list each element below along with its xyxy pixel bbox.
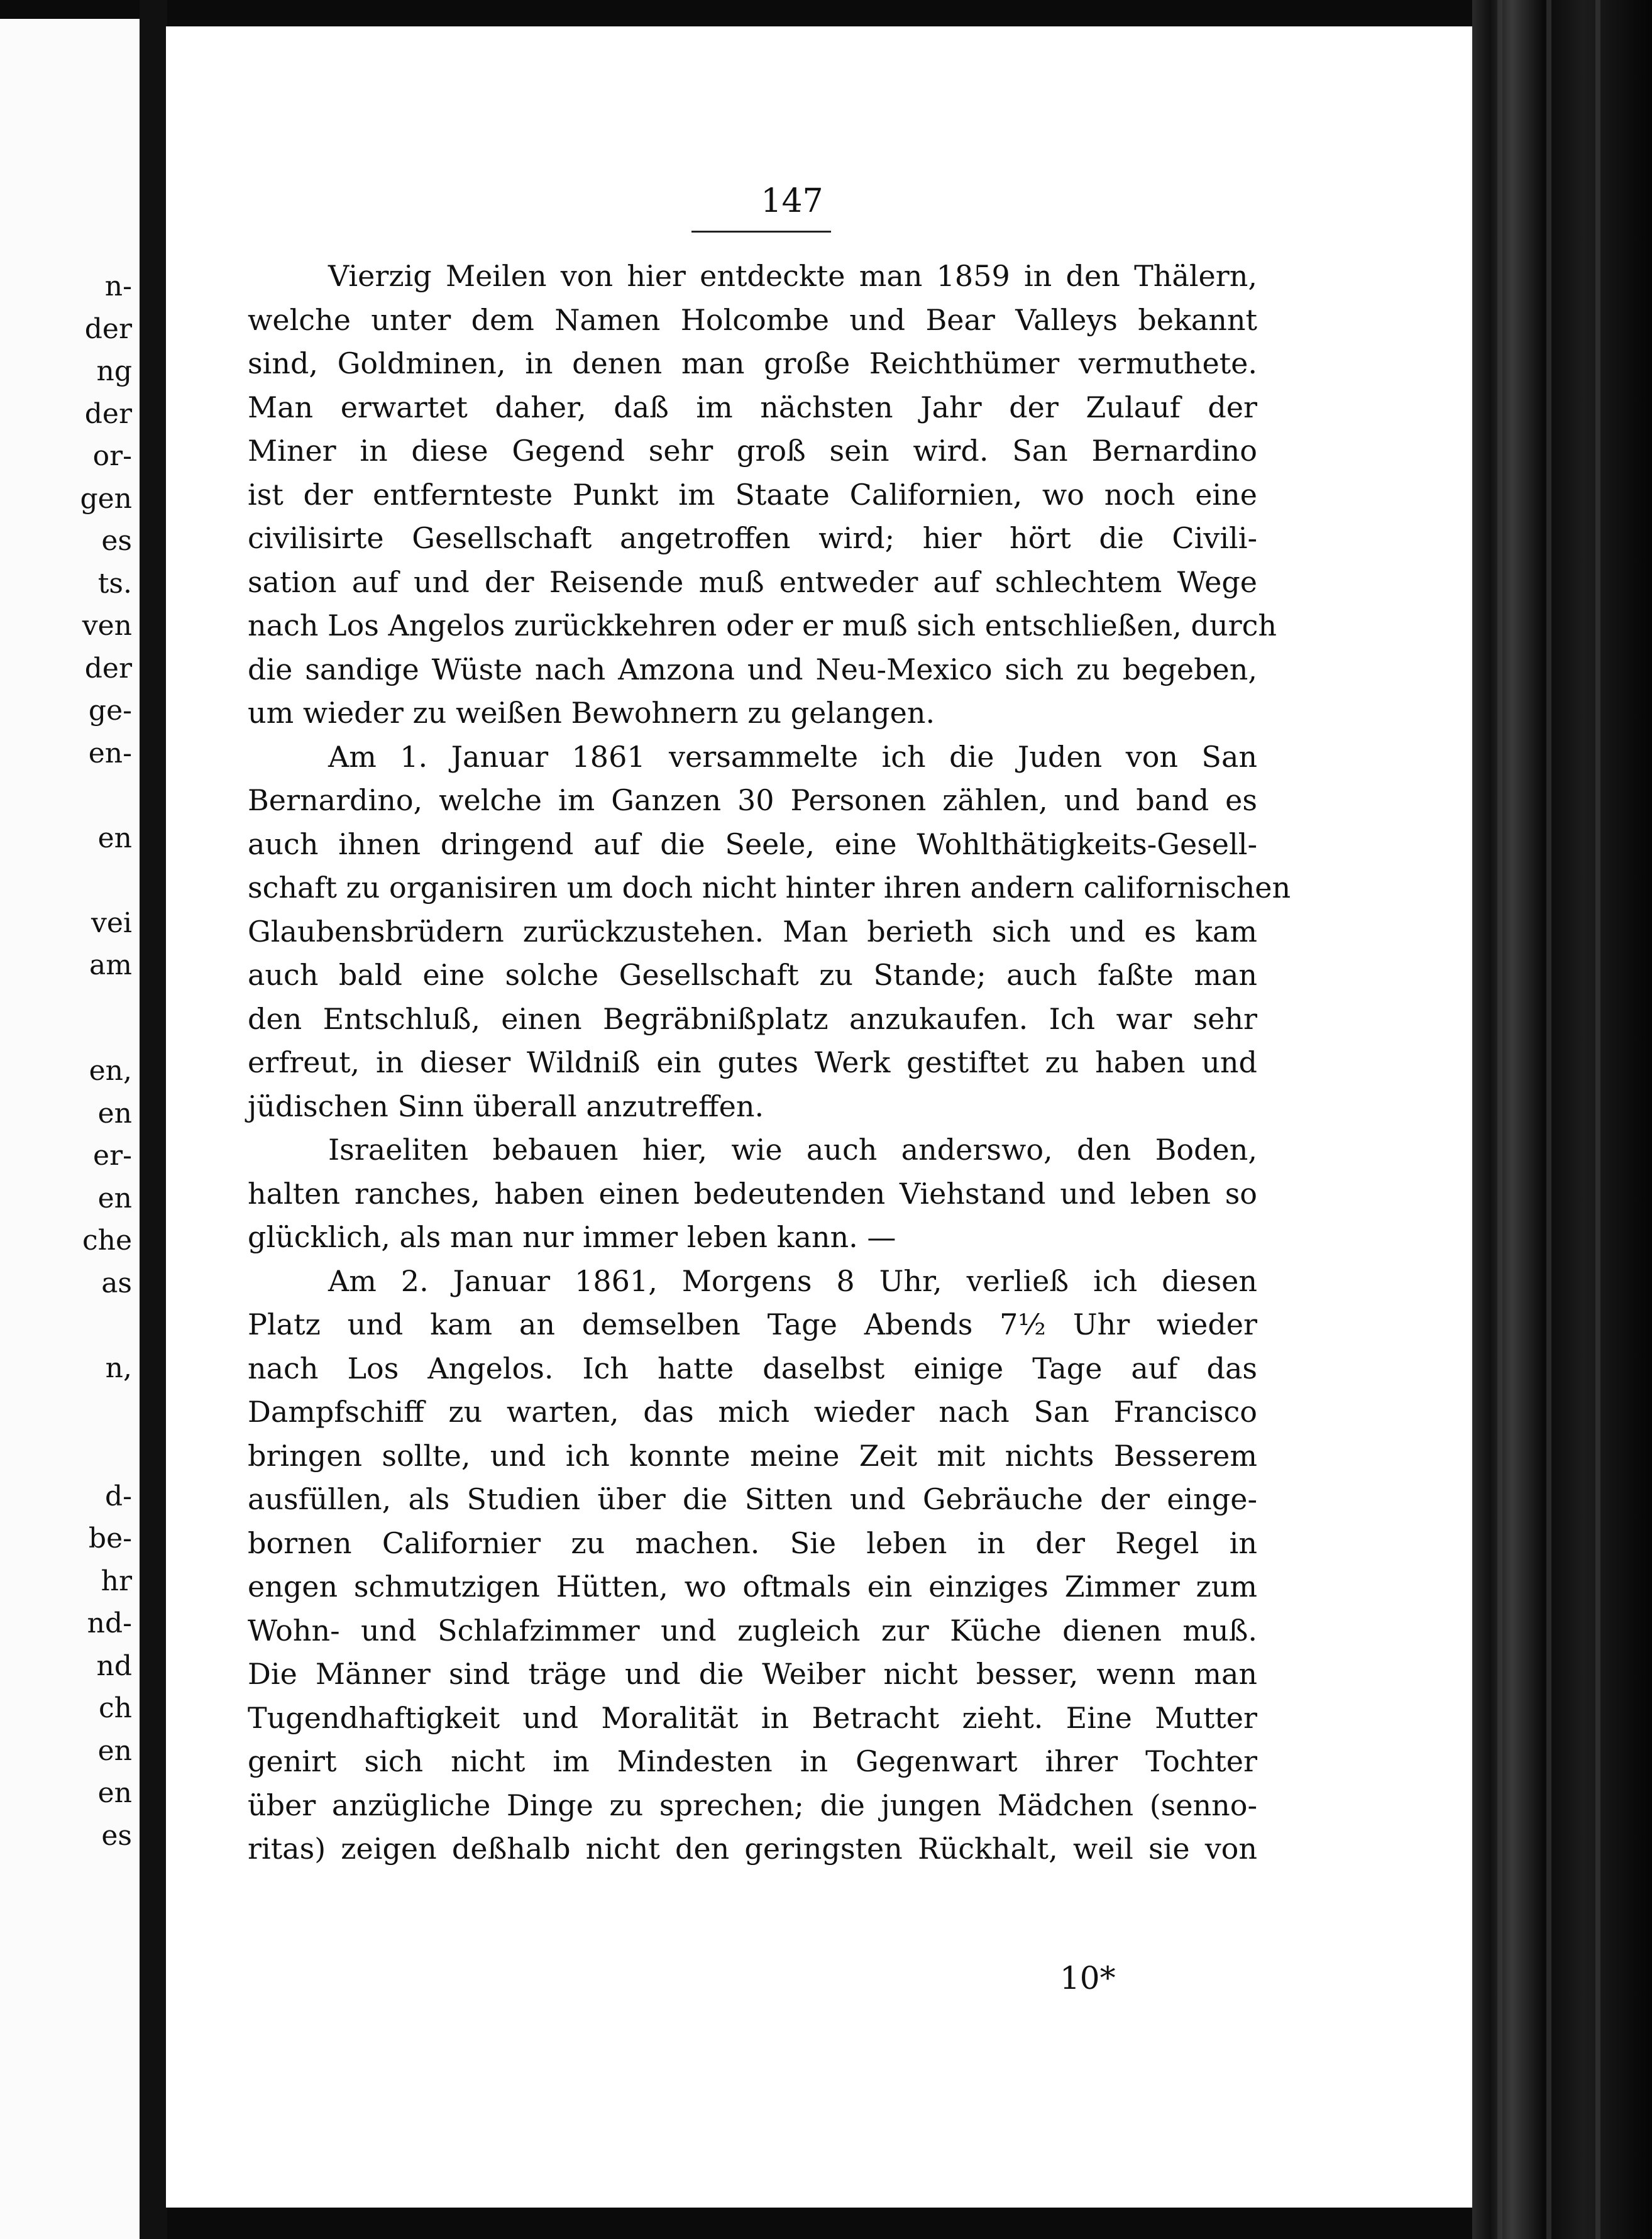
text-line: Bernardino, welche im Ganzen 30 Personen zählen, und band es [248, 783, 1257, 817]
text-line: ausfüllen, als Studien über die Sitten und Gebräuche der einge- [248, 1482, 1257, 1516]
text-line: bornen Californier zu machen. Sie leben in der Regel in [248, 1526, 1257, 1560]
text-line: glücklich, als man nur immer leben kann. — [248, 1220, 896, 1254]
text-line: nach Los Angelos. Ich hatte daselbst einige Tage auf das [248, 1351, 1257, 1385]
left-fragment: n, [105, 1352, 132, 1384]
left-fragment: am [89, 949, 132, 981]
text-line: halten ranches, haben einen bedeutenden Viehstand und leben so [248, 1176, 1257, 1211]
spine-stripe [1546, 0, 1551, 2239]
text-line: engen schmutzigen Hütten, wo oftmals ein einziges Zimmer zum [248, 1570, 1257, 1604]
text-line: auch bald eine solche Gesellschaft zu Stande; auch faßte man [248, 958, 1257, 992]
left-fragment: en [97, 1777, 132, 1809]
left-fragment: gen [80, 483, 132, 515]
text-line: nach Los Angelos zurückkehren oder er muß sich entschließen, durch [248, 608, 1277, 642]
left-fragment: en [97, 1097, 132, 1130]
text-line: sation auf und der Reisende muß entweder auf schlechtem Wege [248, 564, 1257, 599]
text-line: Israeliten bebauen hier, wie auch anderswo, den Boden, [328, 1133, 1257, 1167]
body-text [248, 255, 1291, 1871]
left-fragment: es [101, 525, 132, 557]
text-line: Platz und kam an demselben Tage Abends 7½ Uhr wieder [248, 1307, 1257, 1341]
left-fragment: ch [99, 1692, 132, 1724]
book-spine-edge [1472, 0, 1652, 2239]
left-fragment: nd- [87, 1607, 132, 1639]
page-number: 147 [761, 182, 823, 220]
text-line: auch ihnen dringend auf die Seele, eine Wohlthätigkeits-Gesell- [248, 827, 1257, 861]
text-line: ritas) zeigen deßhalb nicht den geringsten Rückhalt, weil sie von [248, 1832, 1257, 1866]
text-line: um wieder zu weißen Bewohnern zu gelangen. [248, 696, 935, 730]
spine-stripe [1497, 0, 1502, 2239]
left-fragment: en- [88, 737, 132, 769]
left-fragment: en [97, 822, 132, 854]
text-line: bringen sollte, und ich konnte meine Zeit mit nichts Besserem [248, 1438, 1257, 1473]
left-fragment: ng [96, 355, 132, 387]
left-fragment: n- [104, 270, 132, 302]
text-line: welche unter dem Namen Holcombe und Bear Valleys bekannt [248, 302, 1257, 337]
text-line: genirt sich nicht im Mindesten in Gegenwart ihrer Tochter [248, 1744, 1257, 1778]
left-fragment: hr [101, 1565, 132, 1597]
text-line: sind, Goldminen, in denen man große Reichthümer vermuthete. [248, 346, 1257, 380]
text-line: ist der entfernteste Punkt im Staate Californien, wo noch eine [248, 477, 1257, 512]
left-fragment: che [82, 1224, 132, 1257]
spine-stripe [1595, 0, 1600, 2239]
left-fragment: er- [93, 1140, 132, 1172]
left-fragment: der [84, 313, 132, 345]
text-line: schaft zu organisiren um doch nicht hinter ihren andern californischen [248, 871, 1291, 905]
text-line: Am 1. Januar 1861 versammelte ich die Juden von San [328, 739, 1257, 774]
text-line: Dampfschiff zu warten, das mich wieder nach San Francisco [248, 1395, 1257, 1429]
text-line: Am 2. Januar 1861, Morgens 8 Uhr, verließ ich diesen [328, 1263, 1257, 1298]
text-line: die sandige Wüste nach Amzona und Neu-Mexico sich zu begeben, [248, 652, 1257, 686]
left-fragment: es [101, 1820, 132, 1852]
text-line: Miner in diese Gegend sehr groß sein wird. San Bernardino [248, 434, 1257, 468]
text-line: erfreut, in dieser Wildniß ein gutes Werk gestiftet zu haben und [248, 1045, 1257, 1079]
text-line: Tugendhaftigkeit und Moralität in Betracht zieht. Eine Mutter [248, 1700, 1257, 1735]
text-line: civilisirte Gesellschaft angetroffen wird; hier hört die Civili- [248, 521, 1257, 555]
left-fragment: ven [82, 610, 132, 642]
left-fragment: en [97, 1182, 132, 1214]
left-fragment: or- [92, 440, 132, 472]
left-fragment: der [84, 398, 132, 430]
printer-signature-mark: 10* [1060, 1960, 1116, 1996]
text-line: Wohn- und Schlafzimmer und zugleich zur Küche dienen muß. [248, 1613, 1257, 1648]
text-line: Die Männer sind träge und die Weiber nicht besser, wenn man [248, 1657, 1257, 1691]
book-gutter [140, 0, 167, 2239]
text-line: jüdischen Sinn überall anzutreffen. [248, 1089, 764, 1123]
left-fragment: nd [96, 1650, 132, 1682]
text-line: über anzügliche Dinge zu sprechen; die jungen Mädchen (senno- [248, 1788, 1257, 1822]
text-line: Vierzig Meilen von hier entdeckte man 1859 in den Thälern, [328, 259, 1257, 293]
left-fragment: vei [91, 907, 132, 939]
left-fragment: as [101, 1267, 132, 1299]
left-fragment: be- [88, 1522, 132, 1554]
page-number-rule [691, 231, 831, 233]
left-fragment: ts. [97, 568, 132, 600]
left-fragment: ge- [88, 695, 132, 727]
left-fragment: en [97, 1735, 132, 1767]
left-fragment: der [84, 652, 132, 685]
text-line: den Entschluß, einen Begräbnißplatz anzukaufen. Ich war sehr [248, 1001, 1257, 1036]
left-page-edge [0, 19, 140, 2239]
text-line: Glaubensbrüdern zurückzustehen. Man berieth sich und es kam [248, 914, 1257, 949]
text-line: Man erwartet daher, daß im nächsten Jahr der Zulauf der [248, 390, 1257, 424]
left-fragment: d- [104, 1480, 132, 1512]
left-fragment: en, [89, 1055, 132, 1087]
